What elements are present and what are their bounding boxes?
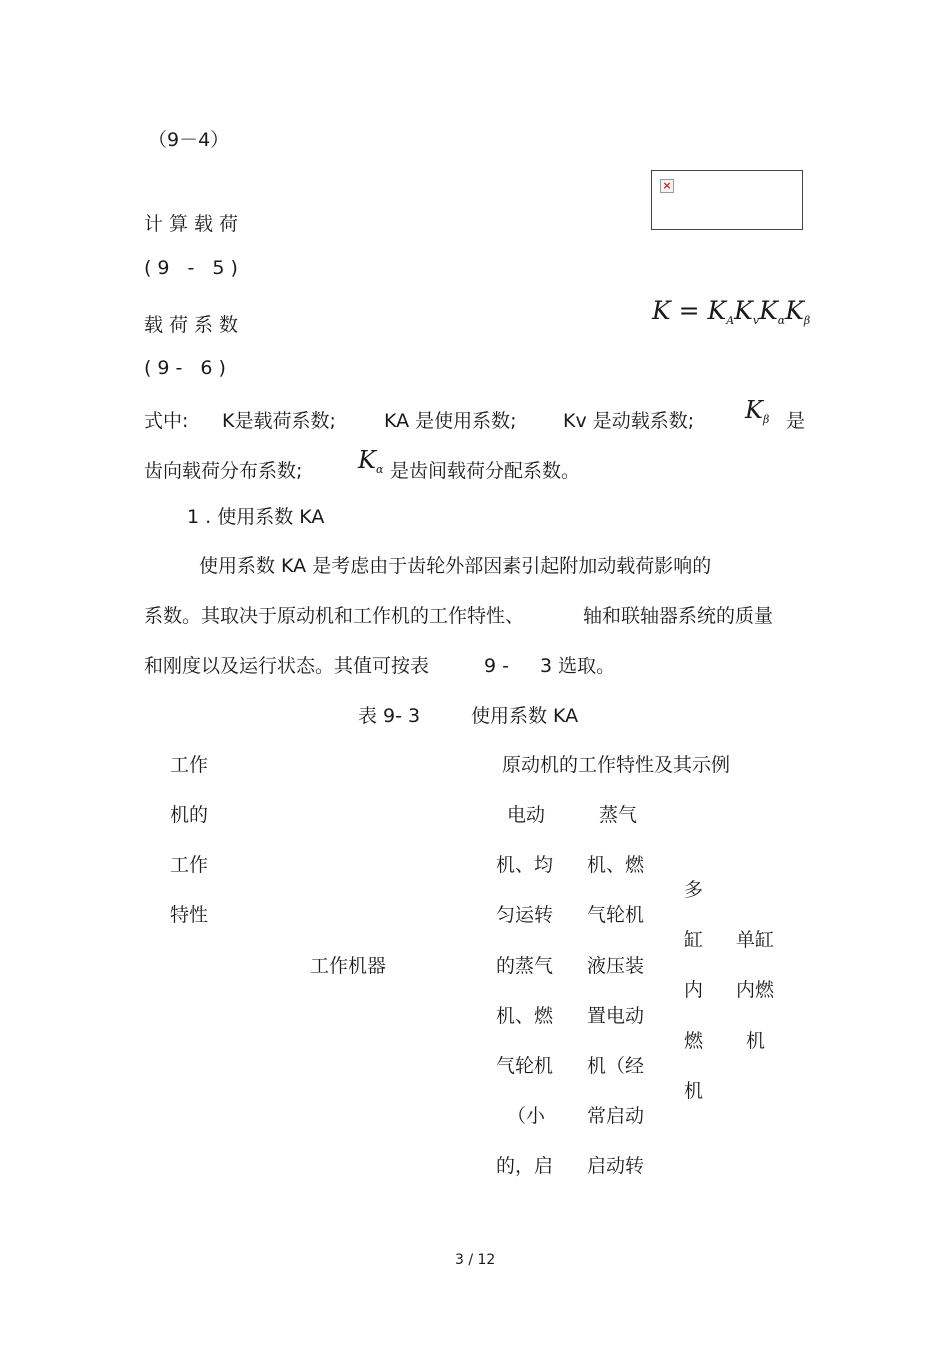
table-subcol1-line: 电动	[507, 804, 546, 826]
table-subcol1-line: 的蒸气	[496, 955, 554, 977]
paragraph-line-2b: 轴和联轴器系统的质量	[583, 605, 774, 627]
broken-image-placeholder	[651, 170, 803, 230]
equation-number-9-6: (9- 6)	[144, 357, 232, 379]
table-col1-header-line: 工作	[170, 754, 209, 776]
table-subcol1-line: 机、均	[496, 854, 554, 876]
table-subcol1-line: 气轮机	[496, 1055, 554, 1077]
definition-kbeta-meaning: 齿向载荷分布系数;	[144, 460, 303, 482]
table-subcol2-line: 常启动	[587, 1105, 645, 1127]
table-caption-number: 表 9- 3	[358, 705, 421, 727]
definition-kalpha-meaning: 是齿间载荷分配系数。	[390, 460, 581, 482]
table-col1-header-line: 机的	[170, 804, 209, 826]
table-caption-title: 使用系数 KA	[471, 705, 579, 727]
definition-where: 式中:	[144, 410, 189, 432]
table-subcol4-line: 单缸	[736, 929, 775, 951]
table-subcol1-line: （小	[507, 1105, 546, 1127]
paragraph-line-3b: 9 -	[484, 655, 509, 677]
table-col1-header-line: 特性	[170, 904, 209, 926]
load-factor-label: 载荷系数	[144, 314, 245, 336]
paragraph-line-3a: 和刚度以及运行状态。其值可按表	[144, 655, 430, 677]
equation-number-9-5: (9 - 5)	[144, 257, 244, 279]
table-subcol2-line: 液压装	[587, 955, 645, 977]
table-subcol2-line: 置电动	[587, 1005, 645, 1027]
table-subcol3-line: 燃	[684, 1030, 704, 1052]
table-group-header: 原动机的工作特性及其示例	[502, 754, 731, 776]
table-subcol3-line: 缸	[684, 929, 704, 951]
load-factor-formula: $K = K_AK_vK_\alpha K_\beta$	[652, 296, 811, 327]
paragraph-line-2a: 系数。其取决于原动机和工作机的工作特性、	[144, 605, 525, 627]
definition-k: K是载荷系数;	[222, 410, 336, 432]
k-beta-symbol: $K_\beta$	[745, 396, 770, 426]
table-subcol2-line: 气轮机	[587, 904, 645, 926]
k-alpha-symbol: $K_\alpha$	[358, 446, 384, 476]
table-subcol2-line: 机、燃	[587, 854, 645, 876]
paragraph-line-1: 使用系数 KA 是考虑由于齿轮外部因素引起附加动载荷影响的	[199, 555, 712, 577]
table-col1-header-line: 工作	[170, 854, 209, 876]
table-subcol3-line: 多	[684, 879, 704, 901]
table-subcol3-line: 内	[684, 979, 704, 1001]
definition-is: 是	[786, 410, 806, 432]
table-subcol3-line: 机	[684, 1080, 704, 1102]
equation-number-9-4: （9－4）	[148, 129, 230, 151]
section-heading: 1 . 使用系数 KA	[187, 506, 325, 528]
page-number: 3 / 12	[455, 1252, 496, 1268]
table-subcol1-line: 的，启	[496, 1155, 554, 1177]
table-subcol1-line: 匀运转	[496, 904, 554, 926]
table-col2-header: 工作机器	[310, 955, 387, 977]
calc-load-label: 计算载荷	[144, 213, 245, 235]
table-subcol2-line: 蒸气	[599, 804, 638, 826]
broken-image-icon: ×	[660, 179, 674, 193]
table-subcol2-line: 启动转	[587, 1155, 645, 1177]
definition-ka: KA 是使用系数;	[384, 410, 517, 432]
table-subcol4-line: 机	[746, 1030, 766, 1052]
table-subcol4-line: 内燃	[736, 979, 775, 1001]
paragraph-line-3c: 3 选取。	[540, 655, 616, 677]
definition-kv: Kv 是动载系数;	[563, 410, 695, 432]
table-subcol1-line: 机、燃	[496, 1005, 554, 1027]
table-subcol2-line: 机（经	[587, 1055, 645, 1077]
